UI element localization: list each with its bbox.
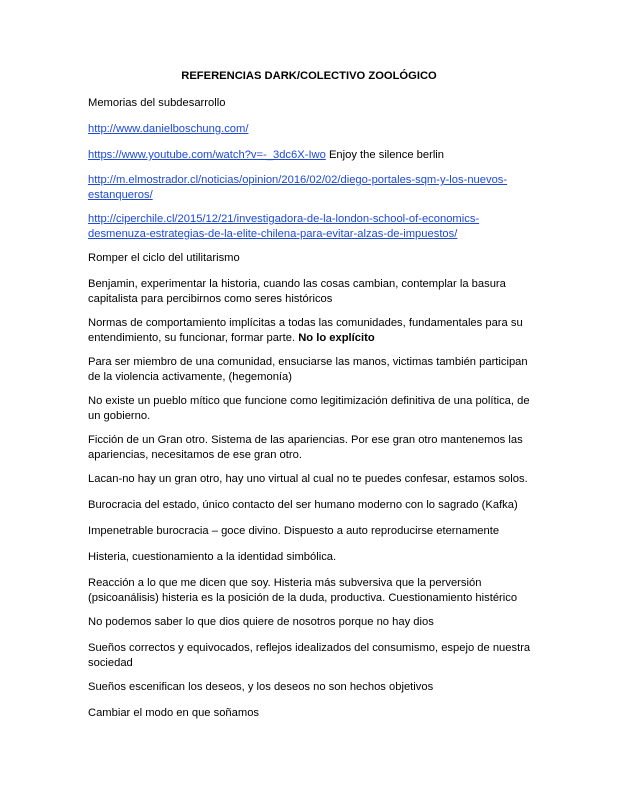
paragraph-dios: No podemos saber lo que dios quiere de nosotros porque no hay dios — [88, 616, 434, 628]
paragraph-pueblo-mitico — [88, 394, 538, 424]
pueblo-line-2: un gobierno. — [88, 410, 151, 422]
suenos-line-2: sociedad — [88, 657, 133, 669]
document-title: REFERENCIAS DARK/COLECTIVO ZOOLÓGICO — [181, 70, 437, 82]
pueblo-line-1: No existe un pueblo mítico que funcione como legitimización definitiva de una política, de — [88, 395, 530, 407]
paragraph-gran-otro — [88, 433, 538, 463]
normas-line-1: Normas de comportamiento implícitas a todas las comunidades, fundamentales para su — [88, 317, 523, 329]
paragraph-suenos-correctos — [88, 641, 538, 671]
paragraph-link-elmostrador — [88, 173, 538, 203]
paragraph-youtube — [88, 148, 538, 163]
gran-otro-line-1: Ficción de un Gran otro. Sistema de las apariencias. Por ese gran otro mantenemos las — [88, 434, 523, 446]
youtube-caption: Enjoy the silence berlin — [325, 149, 445, 161]
paragraph-link-boschung — [88, 122, 538, 137]
benjamin-line-2: capitalista para percibirnos como seres históricos — [88, 293, 333, 305]
paragraph-comunidad — [88, 355, 538, 385]
link-elmostrador-line-1[interactable]: http://m.elmostrador.cl/noticias/opinion/2016/02/02/diego-portales-sqm-y-los-nuevos- — [88, 174, 508, 186]
paragraph-histeria: Histeria, cuestionamiento a la identidad simbólica. — [88, 551, 337, 563]
benjamin-line-1: Benjamin, experimentar la historia, cuando las cosas cambian, contemplar la basura — [88, 278, 506, 290]
paragraph-normas — [88, 316, 538, 346]
normas-line-2 — [88, 331, 538, 346]
paragraph-link-ciperchile — [88, 212, 538, 242]
link-danielboschung[interactable]: http://www.danielboschung.com/ — [88, 123, 249, 135]
paragraph-cambiar-modo: Cambiar el modo en que soñamos — [88, 707, 260, 719]
paragraph-memorias: Memorias del subdesarrollo — [88, 97, 226, 109]
paragraph-benjamin — [88, 277, 538, 307]
link-ciperchile-line-2[interactable]: desmenuza-estrategias-de-la-elite-chilena-para-evitar-alzas-de-impuestos/ — [88, 228, 458, 240]
reaccion-line-2: (psicoanálisis) histeria es la posición de la duda, productiva. Cuestionamiento histérico — [88, 592, 518, 604]
paragraph-suenos-escenifican: Sueños escenifican los deseos, y los deseos no son hechos objetivos — [88, 681, 434, 693]
link-youtube[interactable]: https://www.youtube.com/watch?v=-_3dc6X-Iwo — [88, 149, 326, 161]
normas-line-2-text: entendimiento, su funcionar, formar parte. — [88, 332, 299, 344]
link-ciperchile-line-1[interactable]: http://ciperchile.cl/2015/12/21/investigadora-de-la-london-school-of-economics- — [88, 213, 480, 225]
gran-otro-line-2: apariencias, necesitamos de ese gran otro. — [88, 449, 302, 461]
paragraph-lacan: Lacan-no hay un gran otro, hay uno virtual al cual no te puedes confesar, estamos solos. — [88, 473, 528, 485]
paragraph-burocracia: Burocracia del estado, único contacto del ser humano moderno con lo sagrado (Kafka) — [88, 499, 518, 511]
reaccion-line-1: Reacción a lo que me dicen que soy. Histeria más subversiva que la perversión — [88, 577, 482, 589]
normas-bold-text: No lo explícito — [298, 332, 375, 344]
comunidad-line-2: de la violencia activamente, (hegemonía) — [88, 371, 292, 383]
suenos-line-1: Sueños correctos y equivocados, reflejos idealizados del consumismo, espejo de nuestra — [88, 642, 531, 654]
paragraph-impenetrable: Impenetrable burocracia – goce divino. Dispuesto a auto reproducirse eternamente — [88, 525, 500, 537]
link-elmostrador-line-2[interactable]: estanqueros/ — [88, 189, 153, 201]
paragraph-reaccion — [88, 576, 538, 606]
paragraph-utilitarismo: Romper el ciclo del utilitarismo — [88, 252, 240, 264]
comunidad-line-1: Para ser miembro de una comunidad, ensuciarse las manos, victimas también participan — [88, 356, 528, 368]
